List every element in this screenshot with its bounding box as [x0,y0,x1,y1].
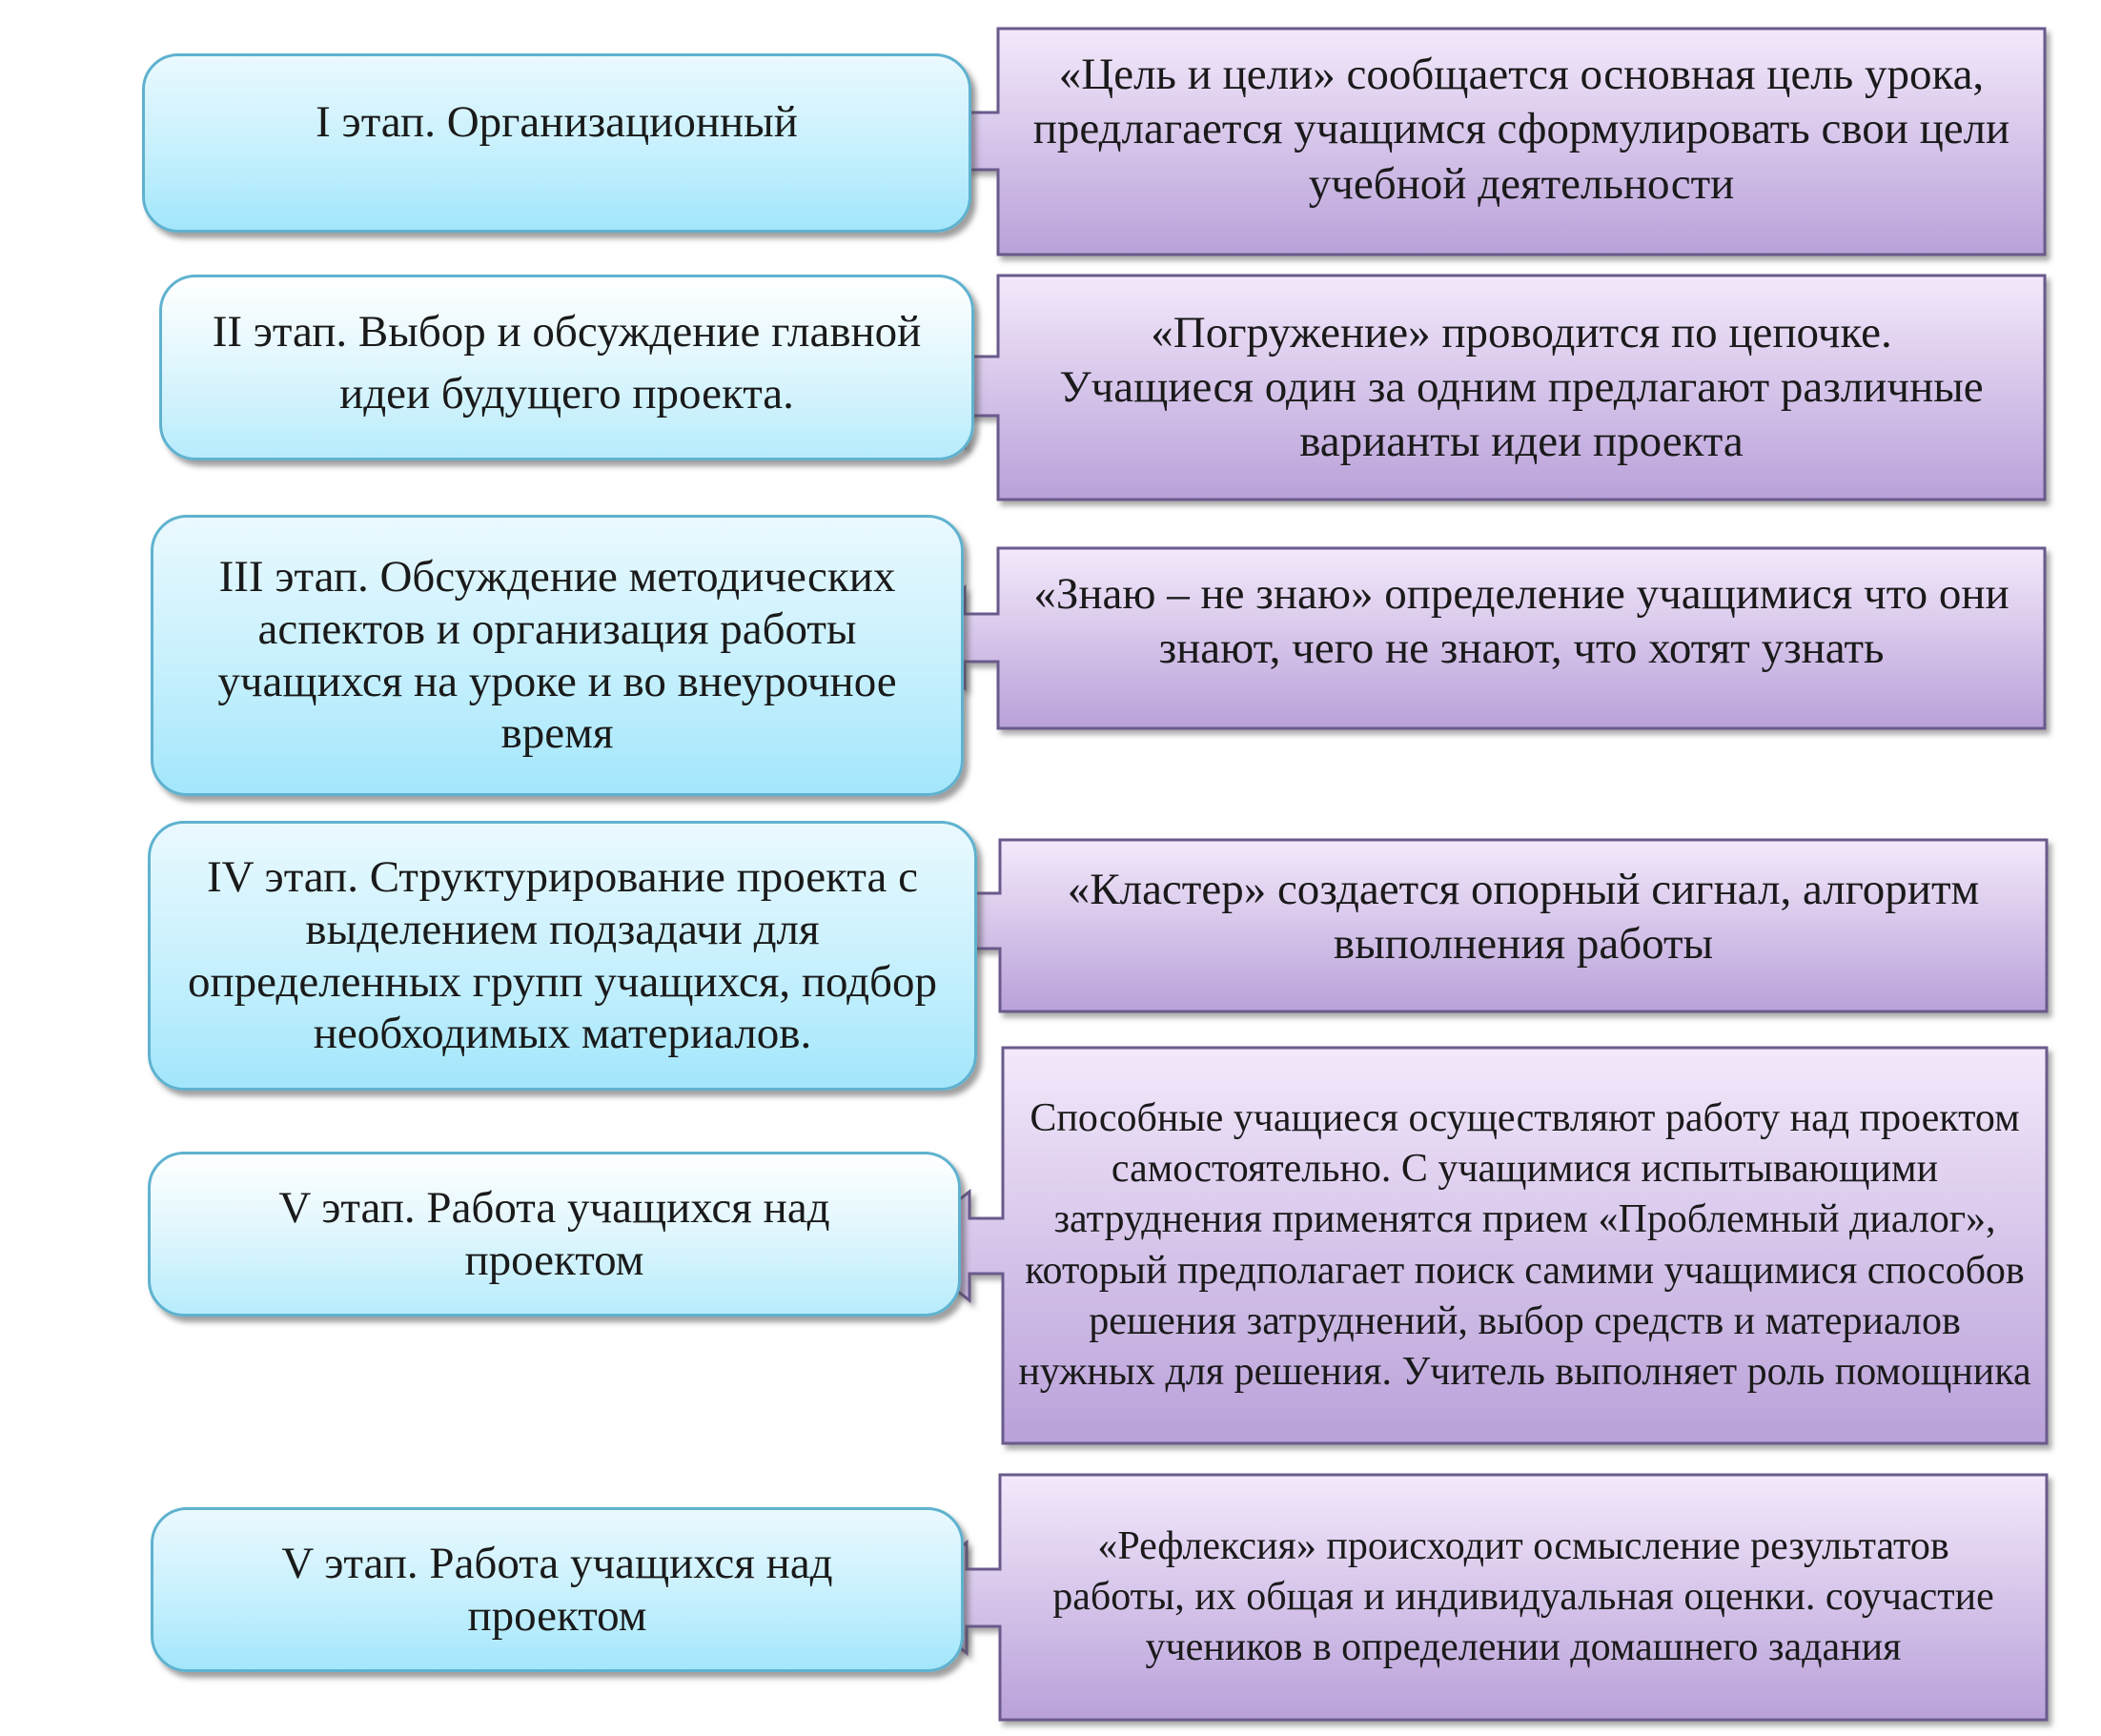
stage-box-3 [151,515,964,796]
callout-label: Способные учащиеся осуществляют работу над проектом самостоятельно. С учащимися испытывающими затруднения применятся прием «Проблемный диалог», который предполагает поиск самими учащимися способов решения затруднений, выбор средств и материалов нужных для решения. Учитель выполняет роль помощника [1018,1095,2031,1395]
stage-box-5 [148,1152,961,1317]
stage-label: II этап. Выбор и обсуждение главной идеи будущего проекта. [212,307,922,419]
callout-text-5 [1003,1048,2047,1443]
callout-text-4 [1000,840,2047,1011]
stage-box-6 [151,1507,964,1672]
stage-label: III этап. Обсуждение методических аспектов и организация работы учащихся на уроке и во внеурочное время [217,552,897,759]
callout-label: «Цель и цели» сообщается основная цель урока, предлагается учащимся сформулировать свои цели учебной деятельности [1032,50,2010,209]
callout-label: «Знаю – не знаю» определение учащимися что они знают, чего не знают, что хотят узнать [1033,569,2009,674]
stage-label: IV этап. Структурирование проекта с выделением подзадачи для определенных групп учащихся, подбор необходимых материалов. [188,852,937,1059]
stage-box-1 [142,53,971,233]
stage-label: V этап. Работа учащихся над проектом [278,1182,830,1285]
callout-text-2 [998,276,2045,500]
stage-box-2 [159,275,974,460]
stage-label: V этап. Работа учащихся над проектом [281,1538,833,1641]
callout-label: «Рефлексия» происходит осмысление результатов работы, их общая и индивидуальная оценки. соучастие учеников в определении домашнего задания [1052,1523,1994,1670]
stage-box-4 [148,821,977,1091]
callout-label: «Кластер» создается опорный сигнал, алгоритм выполнения работы [1067,865,1980,970]
callout-text-3 [998,548,2045,728]
callout-label: «Погружение» проводится по цепочке. Учащиеся один за одним предлагают различные варианты идеи проекта [1059,307,1984,467]
callout-text-6 [1000,1475,2047,1720]
callout-text-1 [998,29,2045,255]
stage-label: I этап. Организационный [316,97,798,147]
